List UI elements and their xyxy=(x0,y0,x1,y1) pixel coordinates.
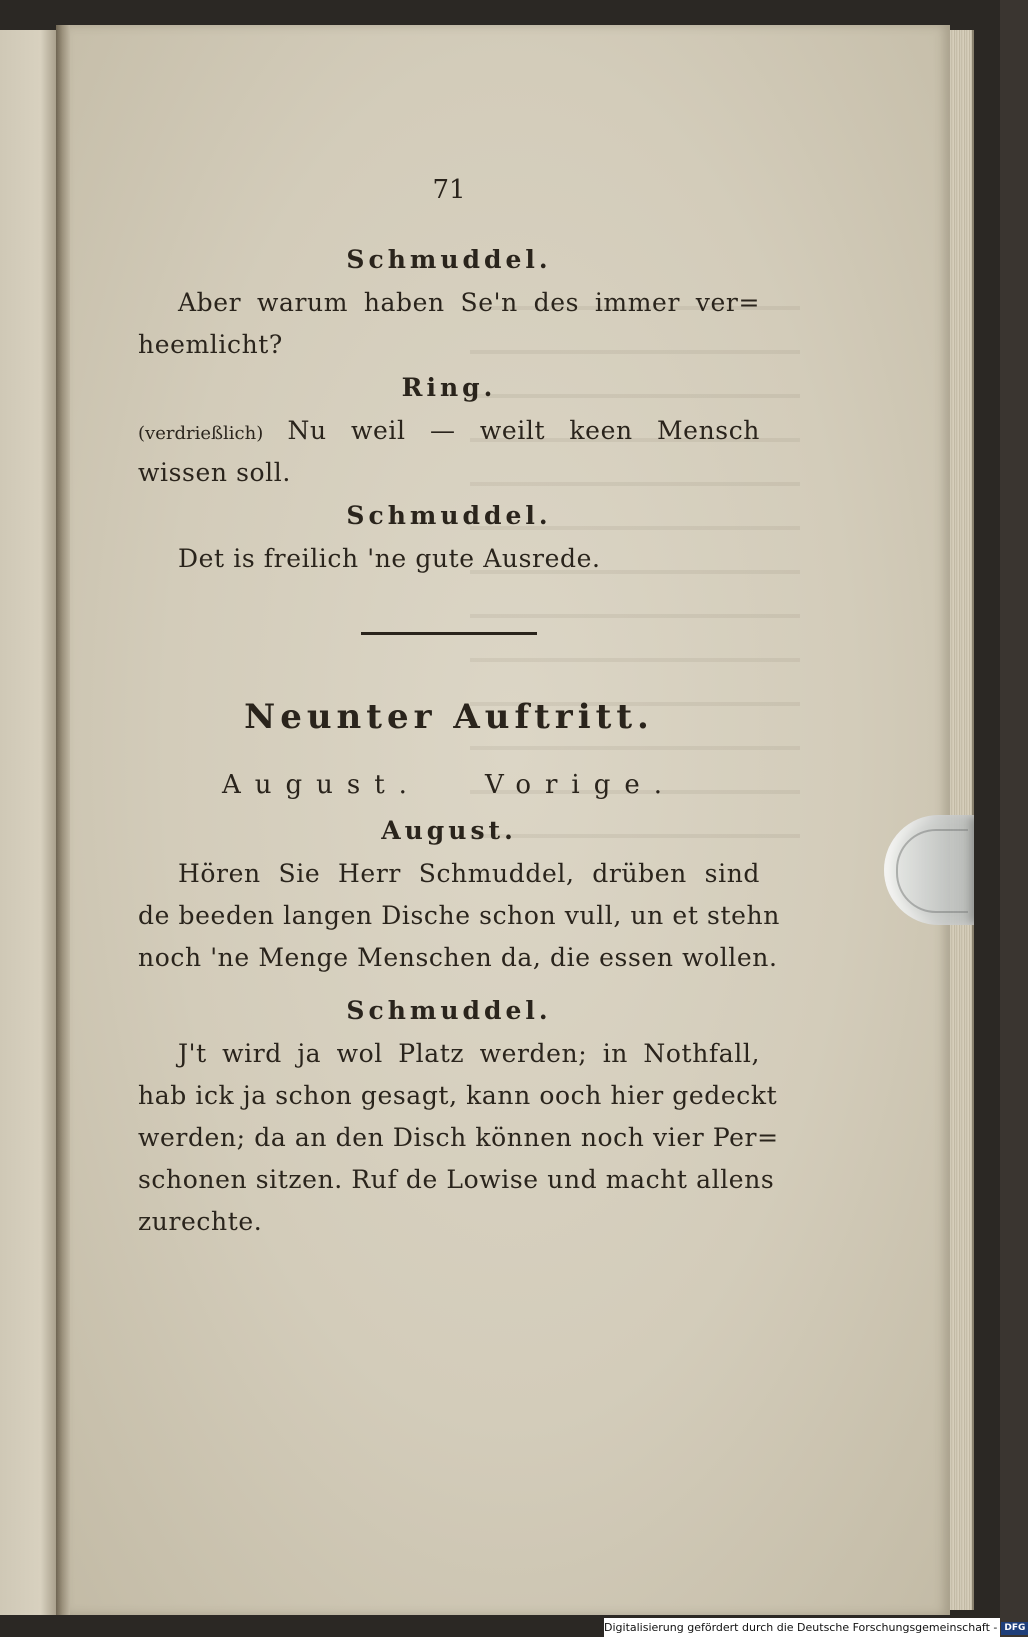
dialogue-line: wissen soll. xyxy=(138,458,291,487)
dialogue-line: zurechte. xyxy=(138,1207,263,1236)
digitization-credit xyxy=(604,1618,1026,1637)
speaker-name: Schmuddel. xyxy=(346,501,552,530)
left-page-edge xyxy=(0,30,58,1615)
scene-heading: Neunter Auftritt. xyxy=(244,697,654,737)
speaker-name: Ring. xyxy=(401,373,497,402)
dialogue-line: hab ick ja schon gesagt, kann ooch hier gedeckt xyxy=(138,1081,778,1110)
dialogue-line: heemlicht? xyxy=(138,330,283,359)
dialogue-line xyxy=(138,410,760,452)
speaker-name: August. xyxy=(381,816,517,845)
cast-member: Vorige. xyxy=(484,770,677,800)
dialogue-line: Det is freilich 'ne gute Ausrede. xyxy=(178,544,601,573)
cast-list xyxy=(138,761,760,809)
page-number: 71 xyxy=(432,175,466,205)
cast-member: August. xyxy=(221,770,421,800)
dfg-logo: DFG xyxy=(1001,1622,1028,1635)
dialogue-line: de beeden langen Dische schon vull, un et stehn xyxy=(138,901,780,930)
dialogue-line: Aber warum haben Se'n des immer ver= xyxy=(178,288,760,317)
speaker-name: Schmuddel. xyxy=(346,996,552,1025)
dialogue-line: schonen sitzen. Ruf de Lowise und macht allens xyxy=(138,1165,775,1194)
stage-direction: (verdrießlich) xyxy=(138,423,264,444)
section-divider xyxy=(361,632,537,635)
dialogue-line: Hören Sie Herr Schmuddel, drüben sind xyxy=(178,859,760,888)
speaker-name: Schmuddel. xyxy=(346,245,552,274)
dialogue-line: werden; da an den Disch können noch vier Per= xyxy=(138,1123,779,1152)
dialogue-line: J't wird ja wol Platz werden; in Nothfall, xyxy=(178,1039,760,1068)
credit-text: Digitalisierung gefördert durch die Deutsche Forschungsgemeinschaft - xyxy=(604,1621,998,1634)
dialogue-line: noch 'ne Menge Menschen da, die essen wollen. xyxy=(138,943,778,972)
dialogue-text: Nu weil — weilt keen Mensch xyxy=(287,416,761,445)
page-text xyxy=(138,170,780,1243)
